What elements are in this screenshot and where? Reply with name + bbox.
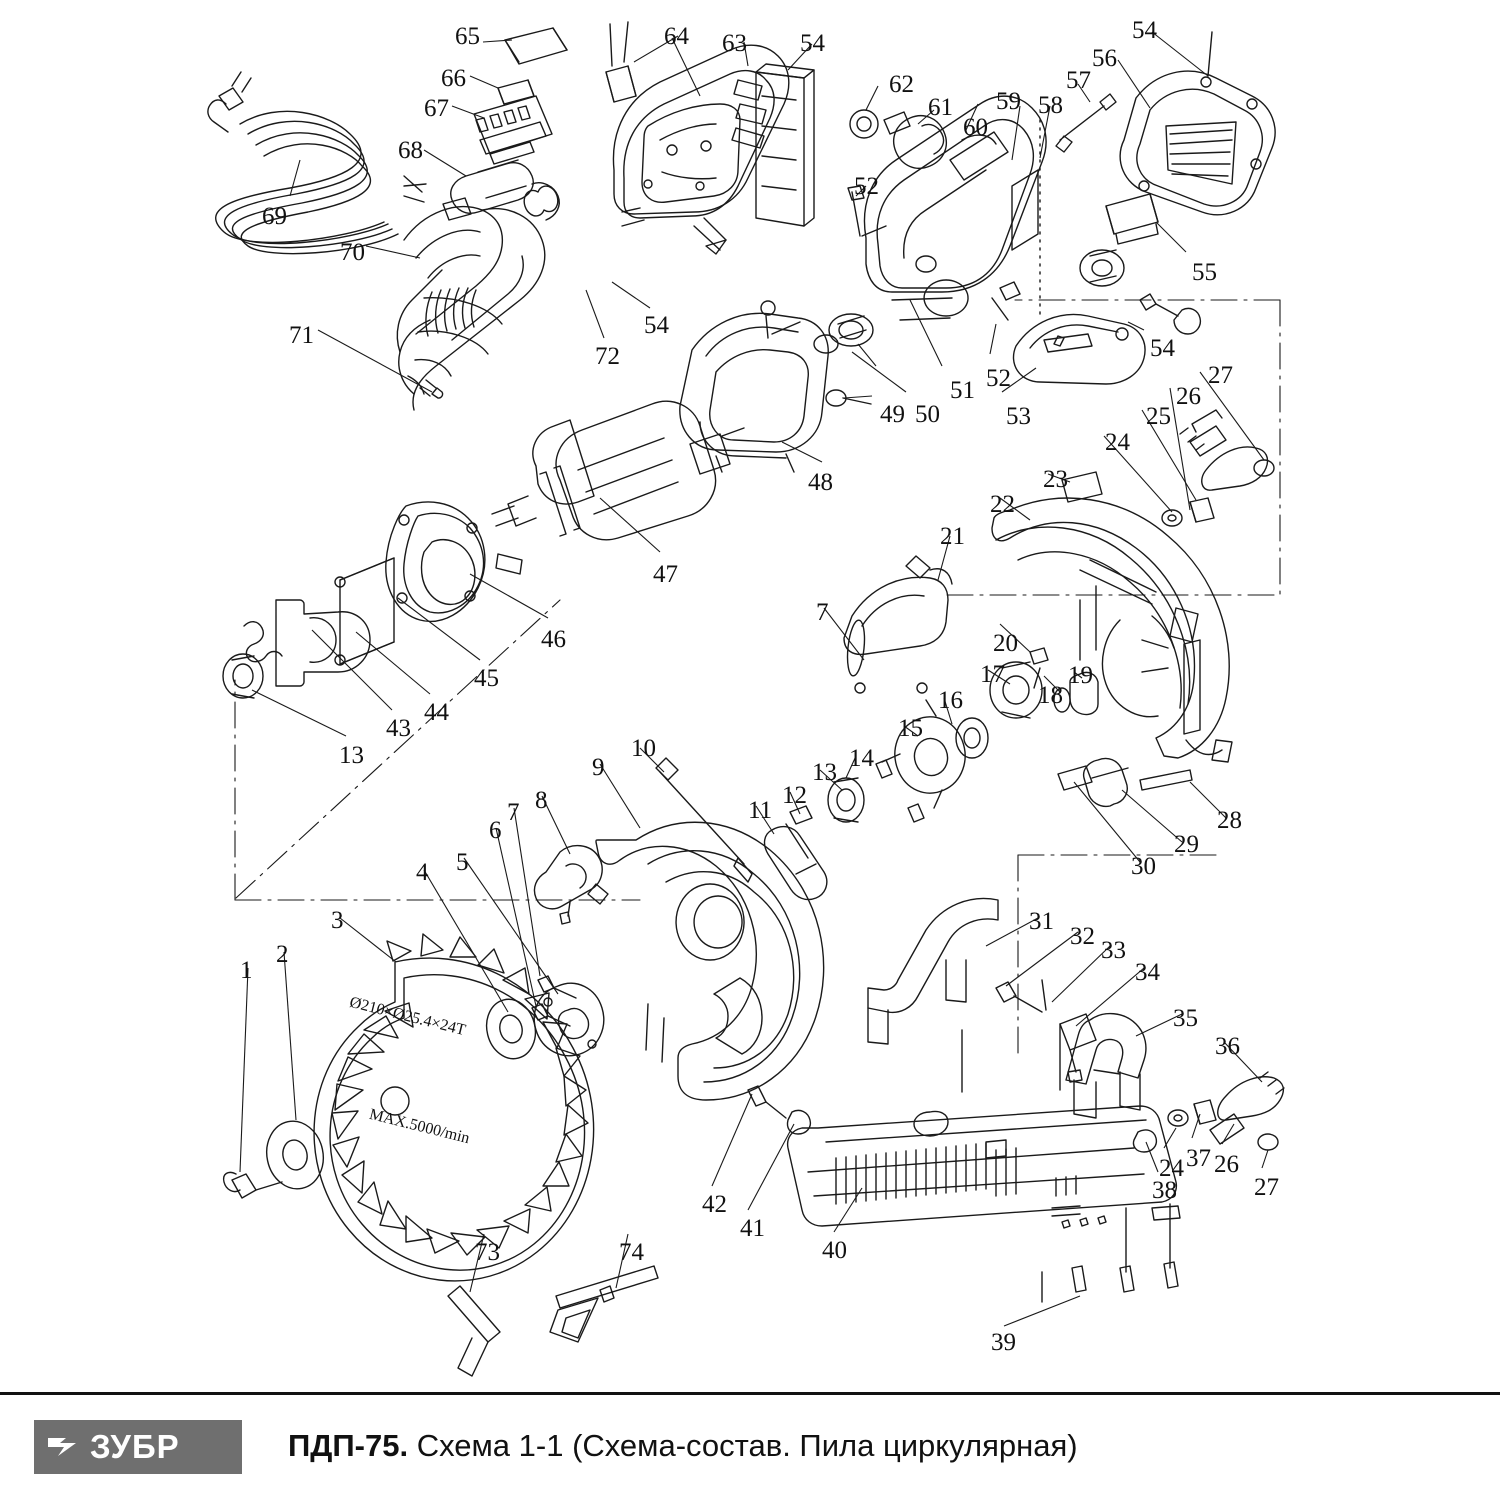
- callout-number: 17: [980, 661, 1005, 688]
- callout-number: 70: [340, 239, 365, 266]
- callout-number: 52: [986, 365, 1011, 392]
- callout-number: 69: [262, 203, 287, 230]
- callout-number: 54: [644, 312, 669, 339]
- blade-max-rpm-label: MAX.5000/min: [367, 1105, 472, 1148]
- callout-number: 23: [1043, 466, 1068, 493]
- callout-number: 74: [619, 1239, 644, 1266]
- callout-number: 3: [331, 907, 344, 934]
- callout-number: 20: [993, 630, 1018, 657]
- callout-number: 61: [928, 94, 953, 121]
- callout-number: 1: [240, 957, 253, 984]
- callout-number: 36: [1215, 1033, 1240, 1060]
- callout-number: 27: [1254, 1174, 1279, 1201]
- callout-number: 33: [1101, 937, 1126, 964]
- callout-number: 56: [1092, 45, 1117, 72]
- footer-title: [288, 1428, 1078, 1464]
- callout-number: 7: [816, 599, 829, 626]
- callout-number: 66: [441, 65, 466, 92]
- callout-number: 6: [489, 817, 502, 844]
- callout-number: 58: [1038, 92, 1063, 119]
- callout-number: 24: [1105, 429, 1130, 456]
- callout-number: 32: [1070, 923, 1095, 950]
- callout-number: 12: [782, 782, 807, 809]
- callout-number: 44: [424, 699, 449, 726]
- callout-number: 37: [1186, 1145, 1211, 1172]
- callout-number: 39: [991, 1329, 1016, 1356]
- callout-number: 59: [996, 88, 1021, 115]
- callout-number: 5: [456, 849, 469, 876]
- callout-number: 43: [386, 715, 411, 742]
- callout-number: 72: [595, 343, 620, 370]
- brand-logo: [34, 1420, 242, 1474]
- callout-number: 11: [748, 797, 773, 824]
- callout-number: 47: [653, 561, 678, 588]
- model-name: ПДП-75.: [288, 1428, 409, 1463]
- callout-number: 28: [1217, 807, 1242, 834]
- callout-number: 34: [1135, 959, 1160, 986]
- callout-number: 71: [289, 322, 314, 349]
- callout-number: 54: [800, 30, 825, 57]
- callout-number: 13: [812, 759, 837, 786]
- callout-number: 42: [702, 1191, 727, 1218]
- callout-number: 51: [950, 377, 975, 404]
- callout-number: 40: [822, 1237, 847, 1264]
- brand-logo-text: ЗУБР: [90, 1428, 180, 1465]
- callout-number: 8: [535, 787, 548, 814]
- callout-number: 64: [664, 23, 689, 50]
- callout-number: 54: [1150, 335, 1175, 362]
- callout-number: 62: [889, 71, 914, 98]
- callout-number: 9: [592, 754, 605, 781]
- callout-number: 16: [938, 687, 963, 714]
- callout-number: 19: [1068, 662, 1093, 689]
- callout-number: 49: [880, 401, 905, 428]
- footer-divider: [0, 1392, 1500, 1395]
- callout-number: 55: [1192, 259, 1217, 286]
- callout-number: 7: [507, 799, 520, 826]
- callout-number: 25: [1146, 403, 1171, 430]
- footer-bar: [0, 1392, 1500, 1500]
- callout-number: 73: [475, 1239, 500, 1266]
- callout-number: 13: [339, 742, 364, 769]
- callout-number: 67: [424, 95, 449, 122]
- arrow-icon: [46, 1432, 84, 1462]
- callout-number: 60: [963, 114, 988, 141]
- callout-number: 46: [541, 626, 566, 653]
- callout-number: 45: [474, 665, 499, 692]
- callout-number: 38: [1152, 1177, 1177, 1204]
- callout-number: 30: [1131, 853, 1156, 880]
- callout-number: 26: [1214, 1151, 1239, 1178]
- callout-number: 21: [940, 523, 965, 550]
- callout-number: 15: [898, 715, 923, 742]
- scheme-title: Схема 1-1 (Схема-состав. Пила циркулярная): [416, 1428, 1078, 1463]
- blade-spec-label: Ø210×Ø25.4×24T: [347, 993, 468, 1040]
- callout-number: 68: [398, 137, 423, 164]
- callout-number: 48: [808, 469, 833, 496]
- callout-number: 35: [1173, 1005, 1198, 1032]
- callout-number: 4: [416, 859, 429, 886]
- callout-number: 29: [1174, 831, 1199, 858]
- callout-number: 10: [631, 735, 656, 762]
- callout-number: 22: [990, 491, 1015, 518]
- callout-number: 57: [1066, 67, 1091, 94]
- callout-number: 65: [455, 23, 480, 50]
- callout-number: 53: [1006, 403, 1031, 430]
- callout-number: 41: [740, 1215, 765, 1242]
- callout-number: 54: [1132, 17, 1157, 44]
- callout-number: 27: [1208, 362, 1233, 389]
- callout-number: 50: [915, 401, 940, 428]
- callout-number: 31: [1029, 908, 1054, 935]
- callout-number: 52: [854, 173, 879, 200]
- callout-number: 14: [849, 745, 874, 772]
- callout-number: 2: [276, 941, 289, 968]
- callout-number: 24: [1159, 1155, 1184, 1182]
- callout-number: 18: [1038, 682, 1063, 709]
- callout-number: 26: [1176, 383, 1201, 410]
- callout-number: 63: [722, 30, 747, 57]
